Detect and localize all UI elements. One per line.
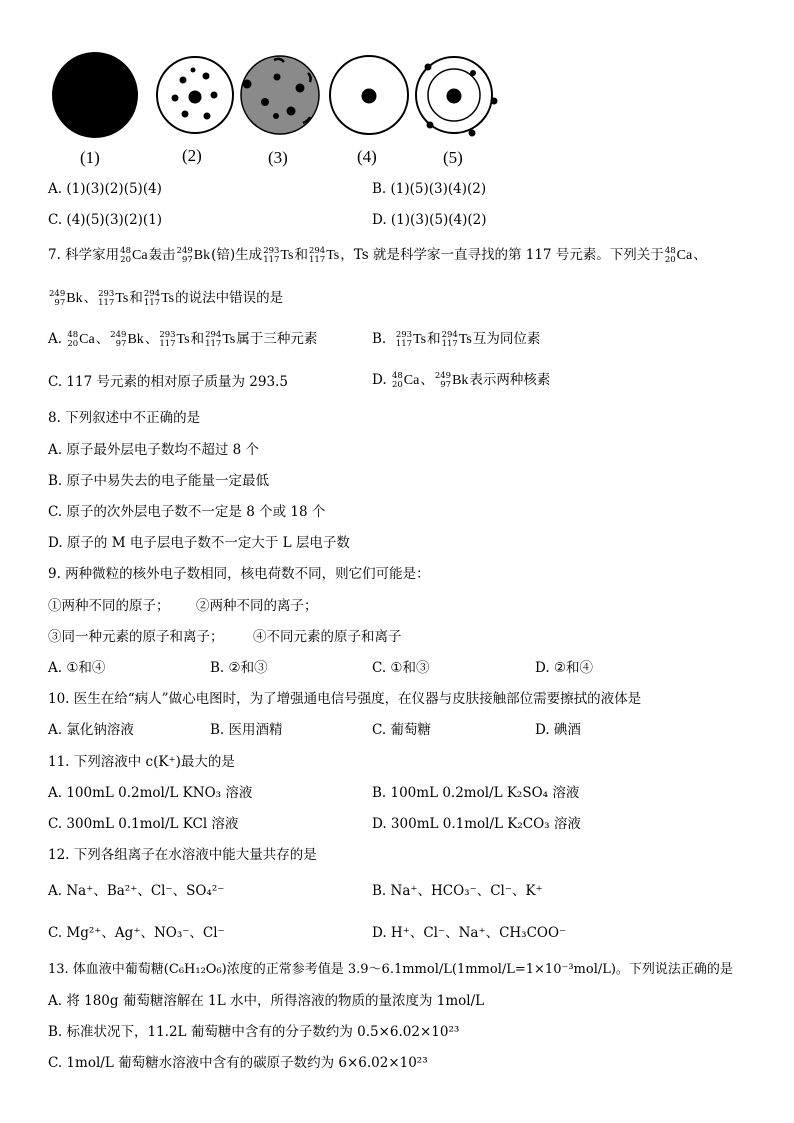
q9-option-d: D. ②和④ [535, 660, 594, 676]
q13-option-a: A. 将 180g 葡萄糖溶解在 1L 水中，所得溶液的物质的量浓度为 1mol/L [48, 993, 485, 1009]
q6-option-a: A. (1)(3)(2)(5)(4) [48, 181, 162, 197]
atom-model-4-nuclear [330, 56, 408, 134]
q13-option-c: C. 1mol/L 葡萄糖水溶液中含有的碳原子数约为 6×6.02×10²³ [48, 1055, 428, 1071]
q8-option-b: B. 原子中易失去的电子能量一定最低 [48, 473, 270, 489]
nuclide-bk: 249 97 Bk [176, 245, 211, 265]
q11-stem: 11. 下列溶液中 c(K⁺)最大的是 [48, 754, 235, 770]
nuclide-ca: 48 20 Ca [664, 245, 693, 265]
q12-option-b: B. Na⁺、HCO₃⁻、Cl⁻、K⁺ [372, 883, 543, 899]
q11-option-b: B. 100mL 0.2mol/L K₂SO₄ 溶液 [372, 785, 580, 801]
q10-option-a: A. 氯化钠溶液 [48, 722, 134, 738]
atom-model-3-grey-sphere [241, 56, 319, 134]
q8-option-c: C. 原子的次外层电子数不一定是 8 个或 18 个 [48, 504, 326, 520]
q10-option-d: D. 碘酒 [535, 722, 581, 738]
q12-stem: 12. 下列各组离子在水溶液中能大量共存的是 [48, 847, 317, 863]
atom-label-1: (1) [80, 148, 100, 167]
nuclide-ts294: 294 117 Ts [308, 245, 340, 265]
q13-option-b: B. 标准状况下，11.2L 葡萄糖中含有的分子数约为 0.5×6.02×10²³ [48, 1024, 460, 1040]
q10-option-b: B. 医用酒精 [210, 722, 283, 738]
q9-option-b: B. ②和③ [210, 660, 268, 676]
atom-label-3: (3) [268, 148, 288, 167]
q9-option-a: A. ①和④ [48, 660, 106, 676]
q7-option-a: A. 48 20 Ca 、 249 97 Bk 、 293 117 Ts 和 294 117 Ts 属于三种元素 [48, 329, 318, 349]
q7-stem-line2: 249 97 Bk 、 293 117 Ts 和 294 117 Ts 的说法中错误的是 [49, 288, 284, 308]
q8-option-a: A. 原子最外层电子数均不超过 8 个 [48, 442, 260, 458]
q9-item-4: ④不同元素的原子和离子 [253, 629, 402, 645]
q12-option-d: D. H⁺、Cl⁻、Na⁺、CH₃COO⁻ [372, 925, 567, 941]
atom-label-4: (4) [357, 147, 377, 166]
atom-model-2-plum-pudding [157, 57, 233, 133]
q9-item-1: ①两种不同的原子； [48, 598, 170, 614]
q9-option-c: C. ①和③ [372, 660, 430, 676]
atom-model-1-solid-sphere [52, 52, 138, 138]
atom-label-2: (2) [182, 146, 202, 165]
nuclide-ts293: 293 117 Ts [263, 245, 294, 265]
nuclide-ca: 48 20 Ca [120, 245, 148, 265]
q9-item-3: ③同一种元素的原子和离子； [48, 629, 224, 645]
q8-stem: 8. 下列叙述中不正确的是 [48, 410, 201, 426]
q13-stem: 13. 体血液中葡萄糖(C₆H₁₂O₆)浓度的正常参考值是 3.9～6.1mmol/L(1mmol/L=1×10⁻³mol/L)。下列说法正确的是 [48, 962, 733, 977]
atom-label-5: (5) [443, 148, 463, 167]
q7-option-b: B. 293 117 Ts 和 294 117 Ts 互为同位素 [372, 329, 541, 349]
q7-option-c: C. 117 号元素的相对原子质量为 293.5 [48, 374, 288, 390]
q7-option-d: D. 48 20 Ca 、 249 97 Bk 表示两种核素 [372, 370, 551, 390]
q10-option-c: C. 葡萄糖 [372, 722, 431, 738]
q11-option-d: D. 300mL 0.1mol/L K₂CO₃ 溶液 [372, 816, 581, 832]
q9-item-2: ②两种不同的离子； [196, 598, 318, 614]
atom-model-5-bohr [416, 57, 498, 137]
q12-option-c: C. Mg²⁺、Ag⁺、NO₃⁻、Cl⁻ [48, 925, 225, 941]
q6-option-c: C. (4)(5)(3)(2)(1) [48, 212, 163, 228]
q6-option-d: D. (1)(3)(5)(4)(2) [372, 212, 487, 228]
q9-stem: 9. 两种微粒的核外电子数相同，核电荷数不同，则它们可能是： [48, 566, 430, 582]
q11-option-a: A. 100mL 0.2mol/L KNO₃ 溶液 [48, 785, 253, 801]
q7-stem-line1: 7. 科学家用 48 20 Ca 轰击 249 97 Bk (锫)生成 293 117 Ts 和 294 117 Ts ，Ts 就是科学家一直寻找的第 117 号元素。下列关于 48 20 Ca 、 [48, 245, 707, 265]
q11-option-c: C. 300mL 0.1mol/L KCl 溶液 [48, 816, 239, 832]
q8-option-d: D. 原子的 M 电子层电子数不一定大于 L 层电子数 [48, 535, 350, 551]
q12-option-a: A. Na⁺、Ba²⁺、Cl⁻、SO₄²⁻ [48, 883, 225, 899]
q10-stem: 10. 医生在给“病人”做心电图时，为了增强通电信号强度，在仪器与皮肤接触部位需要擦拭的液体是 [48, 691, 642, 707]
q6-option-b: B. (1)(5)(3)(4)(2) [372, 181, 487, 197]
